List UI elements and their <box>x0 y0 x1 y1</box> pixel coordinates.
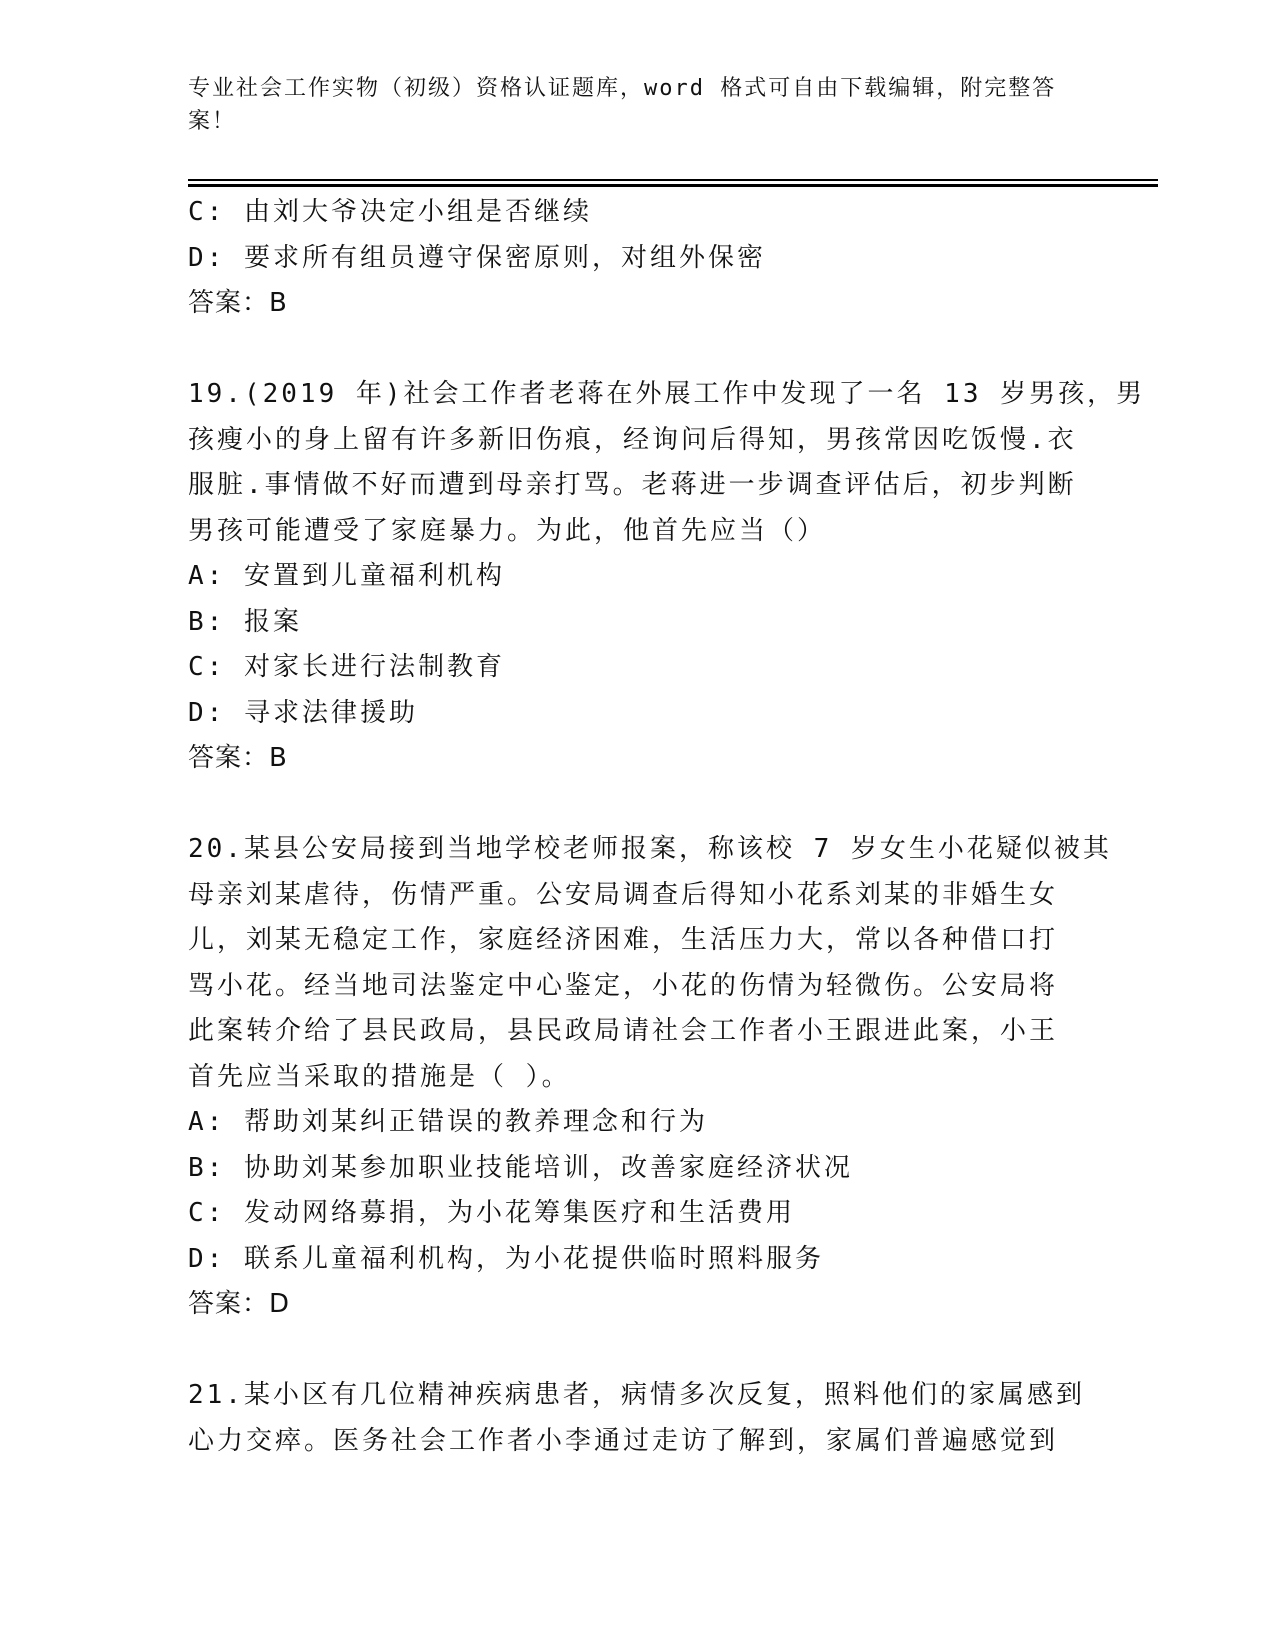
header-line-2: 案！ <box>188 109 237 134</box>
question-21 <box>188 1373 1088 1464</box>
question-text-line: 21.某小区有几位精神疾病患者，病情多次反复，照料他们的家属感到 <box>188 1380 1085 1410</box>
header-line-1: 专业社会工作实物（初级）资格认证题库，word 格式可自由下载编辑，附完整答 <box>188 76 1057 101</box>
header-rule-thin <box>188 179 1158 181</box>
option-a: A: 帮助刘某纠正错误的教养理念和行为 <box>188 1107 708 1137</box>
option-c: C: 对家长进行法制教育 <box>188 652 505 682</box>
question-text-line: 首先应当采取的措施是（ ）。 <box>188 1061 571 1092</box>
option-d: D: 联系儿童福利机构，为小花提供临时照料服务 <box>188 1243 824 1274</box>
question-content <box>188 190 1146 1464</box>
question-text-line: 男孩可能遭受了家庭暴力。为此，他首先应当（） <box>188 515 827 546</box>
question-text-line: 母亲刘某虐待，伤情严重。公安局调查后得知小花系刘某的非婚生女 <box>188 879 1059 910</box>
spacer <box>188 1328 1088 1374</box>
answer-line: 答案：B <box>188 288 288 318</box>
question-text-line: 儿，刘某无稳定工作，家庭经济困难，生活压力大，常以各种借口打 <box>188 925 1059 955</box>
question-text-line: 此案转介给了县民政局，县民政局请社会工作者小王跟进此案，小王 <box>188 1016 1059 1046</box>
page-header <box>188 72 1068 138</box>
header-rule-thick <box>188 184 1158 187</box>
question-19 <box>188 372 1146 782</box>
spacer <box>188 782 1088 828</box>
question-20 <box>188 827 1112 1328</box>
answer-line: 答案：D <box>188 1289 291 1319</box>
question-text-line: 20.某县公安局接到当地学校老师报案，称该校 7 岁女生小花疑似被其 <box>188 834 1112 864</box>
option-c: C: 由刘大爷决定小组是否继续 <box>188 197 592 227</box>
question-text-line: 孩瘦小的身上留有许多新旧伤痕，经询问后得知，男孩常因吃饭慢.衣 <box>188 424 1077 455</box>
option-d: D: 要求所有组员遵守保密原则，对组外保密 <box>188 242 766 273</box>
question-text-line: 服脏.事情做不好而遭到母亲打骂。老蒋进一步调查评估后，初步判断 <box>188 470 1077 500</box>
question-text-line: 19.(2019 年)社会工作者老蒋在外展工作中发现了一名 13 岁男孩，男 <box>188 379 1146 409</box>
option-d: D: 寻求法律援助 <box>188 697 418 728</box>
question-text-line: 骂小花。经当地司法鉴定中心鉴定，小花的伤情为轻微伤。公安局将 <box>188 970 1059 1001</box>
option-b: B: 协助刘某参加职业技能培训，改善家庭经济状况 <box>188 1152 853 1183</box>
question-text-line: 心力交瘁。医务社会工作者小李通过走访了解到，家属们普遍感觉到 <box>188 1425 1059 1456</box>
answer-line: 答案：B <box>188 743 288 773</box>
spacer <box>188 327 1088 373</box>
option-c: C: 发动网络募捐，为小花筹集医疗和生活费用 <box>188 1198 795 1228</box>
option-a: A: 安置到儿童福利机构 <box>188 561 505 591</box>
question-18-tail <box>188 190 1088 327</box>
option-b: B: 报案 <box>188 606 302 637</box>
